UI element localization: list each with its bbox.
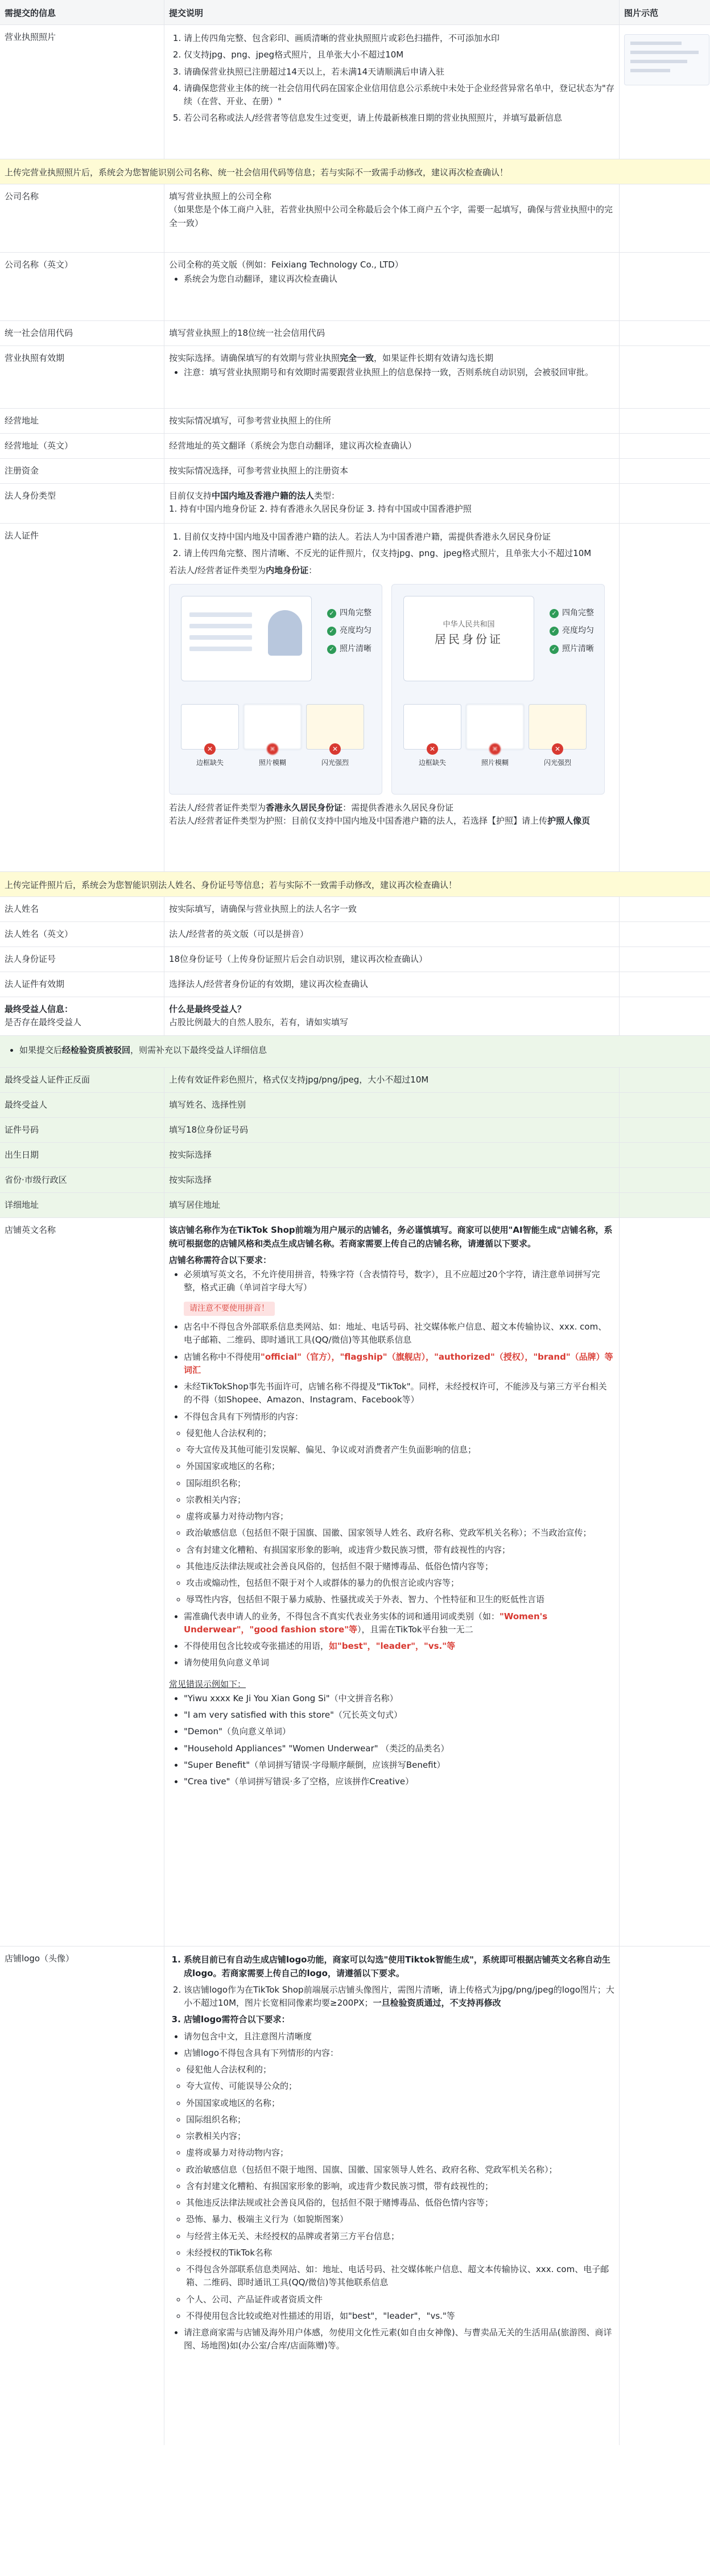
cross-icon: ✕	[267, 743, 278, 755]
label-license-photo: 营业执照照片	[5, 32, 56, 42]
id-card-back-example	[391, 584, 605, 795]
company-name-en-desc: 公司全称的英文版（例如：Feixiang Technology Co., LTD）	[169, 260, 403, 270]
list-item: • 请勿使用负向意义单词	[184, 1656, 614, 1669]
list-item: ◦ 其他违反法律法规或社会善良风俗的，包括但不限于赌博毒品、低俗色情内容等；	[186, 2196, 614, 2209]
list-item: • "Super Benefit"（单词拼写错误·字母顺序颠倒，应该拼写Benefit）	[184, 1759, 614, 1772]
list-item: ◦ 外国国家或地区的名称；	[186, 2097, 614, 2110]
check-icon: ✓	[550, 645, 559, 654]
row-legal-id-no	[0, 947, 710, 972]
table-header	[0, 0, 710, 25]
label-address: 经营地址	[5, 415, 39, 426]
bad-label: 边框缺失	[196, 758, 224, 767]
row-legal-id	[0, 524, 710, 872]
row-company-name	[0, 184, 710, 253]
cross-icon: ✕	[427, 743, 438, 755]
list-item: 2. 请上传四角完整、图片清晰、不反光的证件照片，仅支持jpg、png、jpeg格式照片，且单张大小不超过10M	[184, 547, 614, 560]
bad-example-blurry	[466, 704, 524, 753]
list-item: ◦ 虚将或暴力对待动物内容；	[186, 2146, 614, 2159]
list-item: 3. 请确保营业执照已注册超过14天以上，若未满14天请顺满后申请入驻	[184, 65, 614, 79]
label-ubo-id-no: 证件号码	[5, 1125, 39, 1135]
list-item: ◦ 侵犯他人合法权利的；	[186, 1427, 614, 1440]
row-capital	[0, 459, 710, 484]
label-company-name: 公司名称	[5, 191, 39, 201]
row-legal-id-type	[0, 484, 710, 524]
row-ubo-birth	[0, 1143, 710, 1168]
list-item: 5. 若公司名称或法人/经营者等信息发生过变更，请上传最新核准日期的营业执照照片，并填写最新信息	[184, 112, 614, 125]
row-legal-validity	[0, 972, 710, 997]
list-item: • "Crea tive"（单词拼写错误·多了空格，应该拼作Creative）	[184, 1775, 614, 1788]
bad-label: 照片模糊	[481, 758, 509, 767]
bad-example-glare	[529, 704, 587, 753]
banner-license-ocr: 上传完营业执照照片后，系统会为您智能识别公司名称、统一社会信用代码等信息；若与实际不一致需手动修改，建议再次检查确认！	[0, 159, 710, 184]
passport-note: 若法人/经营者证件类型为护照：目前仅支持中国内地及中国香港户籍的法人，若选择【护照】请上传护照人像页	[169, 816, 591, 826]
bad-label: 闪光强烈	[543, 758, 571, 767]
bad-example-cropped	[403, 704, 461, 753]
ubo-name-desc: 填写姓名、选择性别	[164, 1093, 619, 1117]
id-card-back-image: 中华人民共和国 居民身份证	[403, 596, 534, 681]
list-item: ◦ 辱骂性内容，包括但不限于暴力威胁、性骚扰或关于外表、智力、个性特征和卫生的贬低性言语	[186, 1593, 614, 1606]
label-credit-code: 统一社会信用代码	[5, 328, 73, 338]
bad-example-glare	[306, 704, 364, 753]
legal-name-desc: 按实际填写，请确保与营业执照上的法人名字一致	[164, 897, 619, 921]
bad-label: 边框缺失	[418, 758, 446, 767]
company-name-note: （如果您是个体工商户入驻，若营业执照中公司全称最后会个体工商户五个字，需要一起填写，确保与营业执照中的完全一致）	[169, 204, 613, 228]
list-item: • 注意：填写营业执照期号和有效期时需要跟营业执照上的信息保持一致，否则系统自动识别，会被驳回审批。	[184, 366, 614, 379]
ubo-question: 什么是最终受益人？	[169, 1004, 246, 1014]
row-store-name-en	[0, 1218, 710, 1947]
list-item: ◦ 未经授权的TikTok名称	[186, 2246, 614, 2260]
ubo-rejection-note: • 如果提交后经检验资质被驳回，则需补充以下最终受益人详细信息	[0, 1036, 710, 1068]
list-item: • 店铺logo不得包含具有下列情形的内容：	[184, 2047, 614, 2060]
bad-label: 闪光强烈	[321, 758, 349, 767]
list-item: ◦ 夸大宣传、可能误导公众的；	[186, 2080, 614, 2093]
list-item: ◦ 含有封建文化糟粕、有损国家形象的影响，或违背少数民族习惯，带有歧视性的内容；	[186, 1544, 614, 1557]
row-license-validity	[0, 346, 710, 409]
list-item: ◦ 不得使用包含比较或绝对性描述的用语，如"best"，"leader"，"vs."等	[186, 2310, 614, 2323]
list-item: ◦ 政治敏感信息（包括但不限于国旗、国徽、国家领导人姓名、政府名称、党政军机关名称）；不当政治宣传；	[186, 1526, 614, 1540]
legal-id-no-desc: 18位身份证号（上传身份证照片后会自动识别，建议再次检查确认）	[164, 947, 619, 972]
list-item: 1. 请上传四角完整、包含彩印、画质清晰的营业执照照片或彩色扫描件，不可添加水印	[184, 32, 614, 45]
header-info: 需提交的信息	[5, 8, 56, 18]
row-ubo-address	[0, 1193, 710, 1218]
label-company-name-en: 公司名称（英文）	[5, 260, 73, 270]
row-ubo-region	[0, 1168, 710, 1193]
check-icon: ✓	[327, 645, 336, 654]
row-ubo-id-no	[0, 1118, 710, 1143]
list-item: • 请注意商家需与店铺及海外用户体感，勿使用文化性元素(如自由女神像)、与曹卖品无关的生活用品(旅游图、商详图、场地图)如(办公室/合库/店面陈赠)等。	[184, 2326, 614, 2353]
id-card-front-example	[169, 584, 382, 795]
list-item: ◦ 攻击或煽动性，包括但不限于对个人或群体的暴力的仇恨言论或内容等；	[186, 1577, 614, 1590]
ubo-answer: 占股比例最大的自然人股东，若有，请如实填写	[169, 1017, 349, 1028]
list-item: 1. 目前仅支持中国内地及中国香港户籍的法人。若法人为中国香港户籍，需提供香港永久居民身份证	[184, 530, 614, 544]
list-item: • 请勿包含中文，且注意图片清晰度	[184, 2030, 614, 2043]
list-item: ◦ 含有封建文化糟粕、有损国家形象的影响，或违背少数民族习惯，带有歧视性的；	[186, 2180, 614, 2193]
label-legal-id-type: 法人身份类型	[5, 491, 56, 501]
row-license-photo	[0, 25, 710, 159]
row-address	[0, 409, 710, 434]
check-icon: ✓	[550, 627, 559, 636]
label-ubo-exists: 是否存在最终受益人	[5, 1017, 82, 1028]
label-legal-id-no: 法人身份证号	[5, 954, 56, 964]
list-item: ◦ 国际组织名称；	[186, 2113, 614, 2126]
header-desc: 提交说明	[164, 0, 619, 24]
list-item: ◦ 侵犯他人合法权利的；	[186, 2063, 614, 2076]
label-license-validity: 营业执照有效期	[5, 353, 65, 363]
list-item: ◦ 虚将或暴力对待动物内容；	[186, 1510, 614, 1523]
hk-id-note: 若法人/经营者证件类型为香港永久居民身份证：需提供香港永久居民身份证	[169, 802, 454, 813]
portrait-icon	[268, 610, 302, 656]
cross-icon: ✕	[204, 743, 216, 755]
mainland-id-note: 若法人/经营者证件类型为内地身份证：	[169, 565, 317, 575]
list-item: ◦ 夸大宣传及其他可能引发误解、偏见、争议或对消费者产生负面影响的信息；	[186, 1443, 614, 1456]
store-name-req-title: 店铺名称需符合以下要求：	[169, 1254, 272, 1265]
list-item: ◦ 个人、公司、产品证件或者资质文件	[186, 2293, 614, 2306]
examples-title: 常见错误示例如下：	[169, 1678, 246, 1689]
row-address-en	[0, 434, 710, 459]
ubo-address-desc: 填写居住地址	[164, 1193, 619, 1217]
credit-code-desc: 填写营业执照上的18位统一社会信用代码	[164, 321, 619, 345]
label-capital: 注册资金	[5, 466, 39, 476]
list-item: • 需准确代表申请人的业务，不得包含不真实代表业务实体的词和通用词或类别（如："Women's Underwear"，"good fashion store"等），且需在TikTok平台独一无二	[184, 1610, 614, 1637]
list-item: • 不得使用包含比较或夸张描述的用语，如"best"，"leader"，"vs."等	[184, 1640, 614, 1653]
legal-id-type-desc: 目前仅支持中国内地及香港户籍的法人类型：	[169, 491, 340, 501]
row-ubo-id-photo	[0, 1068, 710, 1093]
row-legal-name-en	[0, 922, 710, 947]
row-company-name-en	[0, 253, 710, 321]
ubo-birth-desc: 按实际选择	[164, 1143, 619, 1167]
list-item: • 店铺名称中不得使用"official"（官方），"flagship"（旗舰店），"authorized"（授权），"brand"（品牌）等词汇	[184, 1351, 614, 1377]
cross-icon: ✕	[489, 743, 501, 755]
list-item: • 系统会为您自动翻译，建议再次检查确认	[184, 273, 614, 286]
list-item: • "I am very satisfied with this store"（冗长英文句式）	[184, 1709, 614, 1722]
list-item: 3. 店铺logo需符合以下要求：	[184, 2013, 614, 2026]
list-item: 2. 仅支持jpg、png、jpeg格式照片，且单张大小不超过10M	[184, 48, 614, 61]
label-ubo-birth: 出生日期	[5, 1150, 39, 1161]
list-item: ◦ 宗教相关内容；	[186, 2130, 614, 2143]
check-list: ✓ 四角完整 ✓ 亮度均匀 ✓ 照片清晰	[550, 607, 594, 661]
check-icon: ✓	[550, 609, 559, 618]
check-icon: ✓	[327, 609, 336, 618]
store-name-intro: 该店铺名称作为在TikTok Shop前端为用户展示的店铺名，务必谨慎填写。商家可以使用"AI智能生成"店铺名称，系统可根据您的店铺风格和类点生成店铺名称。若商家需要上传自己的店铺名称，请遵循以下要求。	[169, 1225, 613, 1249]
capital-desc: 按实际情况选择，可参考营业执照上的注册资本	[164, 459, 619, 483]
license-photo-list	[169, 32, 614, 125]
list-item: 1. 系统目前已有自动生成店铺logo功能，商家可以勾选"使用Tiktok智能生成"，系统即可根据店铺英文名称自动生成logo。若商家需要上传自己的logo，请遵循以下要求。	[184, 1953, 614, 1980]
header-example: 图片示范	[619, 0, 710, 24]
legal-validity-desc: 选择法人/经营者身份证的有效期，建议再次检查确认	[164, 972, 619, 997]
label-address-en: 经营地址（英文）	[5, 441, 73, 451]
legal-id-type-options: 1. 持有中国内地身份证 2. 持有香港永久居民身份证 3. 持有中国或中国香港护照	[169, 504, 472, 515]
label-ubo-info: 最终受益人信息：	[5, 1004, 73, 1014]
list-item: 4. 请确保您营业主体的统一社会信用代码在国家企业信用信息公示系统中未处于企业经营异常名单中，登记状态为"存续（在营、开业、在册）"	[184, 82, 614, 109]
row-ubo	[0, 997, 710, 1036]
list-item: 2. 该店铺logo作为在TikTok Shop前端展示店铺头像图片，需图片清晰，请上传格式为jpg/png/jpeg的logo图片；大小不超过10M，图片长宽相同像素均要≥200PX；一旦检验资质通过，不支持再修改	[184, 1984, 614, 2010]
validity-desc: 按实际选择。请确保填写的有效期与营业执照完全一致，如果证件长期有效请勾选长期	[169, 353, 494, 363]
list-item: ◦ 其他违反法律法规或社会善良风俗的，包括但不限于赌博毒品、低俗色情内容等；	[186, 1560, 614, 1573]
list-item: ◦ 与经营主体无关、未经授权的品牌或者第三方平台信息；	[186, 2230, 614, 2243]
ubo-id-no-desc: 填写18位身份证号码	[164, 1118, 619, 1142]
label-legal-name-en: 法人姓名（英文）	[5, 929, 73, 939]
id-card-front-image	[181, 596, 312, 681]
label-legal-id: 法人证件	[5, 530, 39, 541]
label-ubo-address: 详细地址	[5, 1200, 39, 1211]
label-store-name-en: 店铺英文名称	[5, 1225, 56, 1236]
label-ubo-id-photo: 最终受益人证件正反面	[5, 1075, 90, 1085]
list-item: • 店名中不得包含外部联系信息类网站、如：地址、电话号码、社交媒体帐户信息、超文本传输协议、xxx. com、电子邮箱、二维码、即时通讯工具(QQ/微信)等其他联系信息	[184, 1320, 614, 1347]
list-item: ◦ 恐怖、暴力、极端主义行为（如貌斯图案）	[186, 2213, 614, 2226]
id-card-examples	[169, 584, 614, 795]
list-item: ◦ 宗教相关内容；	[186, 1493, 614, 1507]
list-item: ◦ 政治敏感信息（包括但不限于地图、国旗、国徽、国家领导人姓名、政府名称、党政军机关名称）；	[186, 2163, 614, 2176]
list-item: ◦ 外国国家或地区的名称；	[186, 1460, 614, 1473]
row-store-logo	[0, 1947, 710, 2445]
legal-name-en-desc: 法人/经营者的英文版（可以是拼音）	[164, 922, 619, 947]
warning-tag: 请注意不要使用拼音！	[184, 1302, 275, 1316]
list-item: • "Yiwu xxxx Ke Ji You Xian Gong Si"（中文拼音名称）	[184, 1692, 614, 1705]
bad-example-blurry	[243, 704, 302, 753]
address-en-desc: 经营地址的英文翻译（系统会为您自动翻译，建议再次检查确认）	[164, 434, 619, 458]
banner-id-ocr: 上传完证件照片后，系统会为您智能识别法人姓名、身份证号等信息；若与实际不一致需手动修改，建议再次检查确认！	[0, 872, 710, 897]
bad-label: 照片模糊	[258, 758, 286, 767]
row-ubo-name	[0, 1093, 710, 1118]
list-item: ◦ 国际组织名称；	[186, 1477, 614, 1490]
label-legal-validity: 法人证件有效期	[5, 979, 65, 989]
label-ubo-region: 省份·市级行政区	[5, 1175, 67, 1186]
list-item: ◦ 不得包含外部联系信息类网站、如：地址、电话号码、社交媒体帐户信息、超文本传输协议、xxx. com、电子邮箱、二维码、即时通讯工具(QQ/微信)等其他联系信息	[186, 2263, 614, 2290]
label-legal-name: 法人姓名	[5, 904, 39, 914]
list-item: • "Demon"（负向意义单词）	[184, 1725, 614, 1738]
list-item: • 必须填写英文名，不允许使用拼音，特殊字符（含表情符号，数字），且不应超过20个字符，请注意单词拼写完整，格式正确（单词首字母大写）	[184, 1268, 614, 1295]
list-item: • 未经TikTokShop事先书面许可，店铺名称不得提及"TikTok"。同样，未经授权许可，不能涉及与第三方平台相关的不得（如Shopee、Amazon、Instagram、Facebook等）	[184, 1380, 614, 1407]
bad-example-cropped	[181, 704, 239, 753]
label-ubo-name: 最终受益人	[5, 1100, 48, 1110]
cross-icon: ✕	[329, 743, 341, 755]
list-item: • "Household Appliances" "Women Underwear" （类泛的品类名）	[184, 1742, 614, 1755]
label-store-logo: 店铺logo（头像）	[5, 1953, 75, 1964]
address-desc: 按实际情况填写，可参考营业执照上的住所	[164, 409, 619, 433]
check-list: ✓ 四角完整 ✓ 亮度均匀 ✓ 照片清晰	[327, 607, 371, 661]
license-example-image[interactable]	[624, 34, 709, 85]
ubo-region-desc: 按实际选择	[164, 1168, 619, 1192]
company-name-desc: 填写营业执照上的公司全称	[169, 191, 272, 201]
row-legal-name	[0, 897, 710, 922]
list-item: • 不得包含具有下列情形的内容：	[184, 1410, 614, 1423]
row-credit-code	[0, 321, 710, 346]
ubo-id-photo-desc: 上传有效证件彩色照片，格式仅支持jpg/png/jpeg，大小不超过10M	[164, 1068, 619, 1092]
check-icon: ✓	[327, 627, 336, 636]
cross-icon: ✕	[552, 743, 563, 755]
